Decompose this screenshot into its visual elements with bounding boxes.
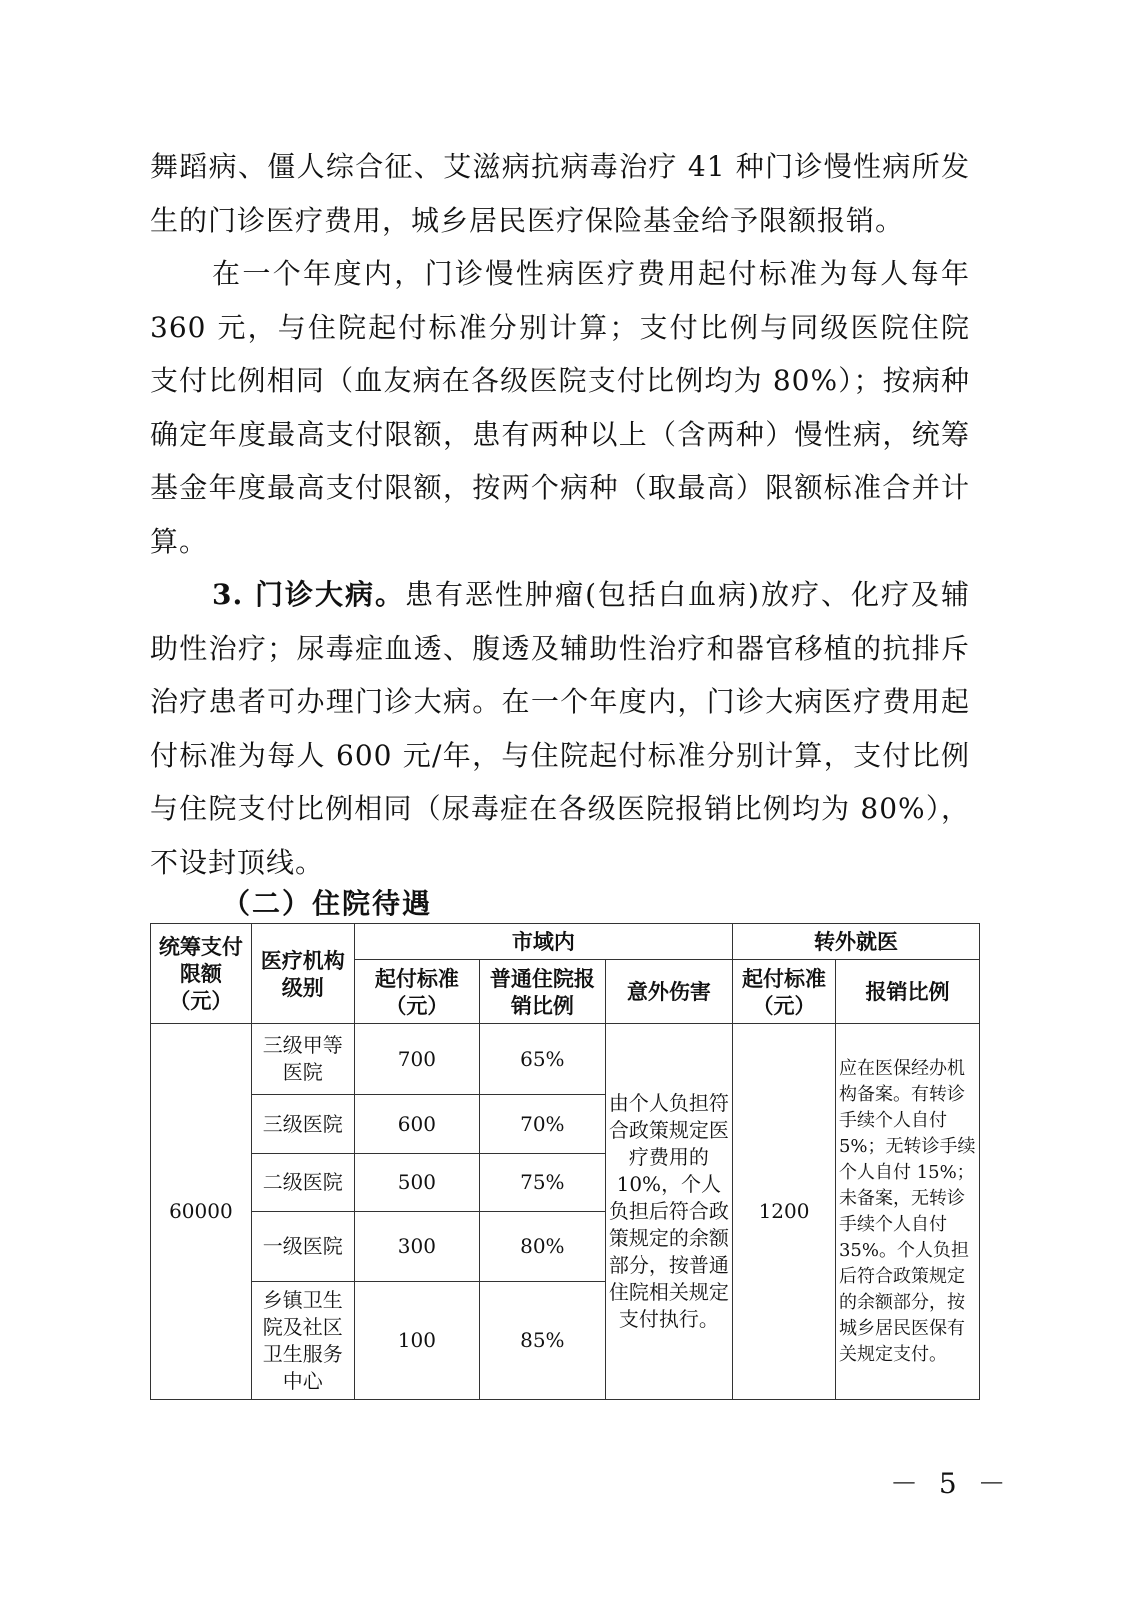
ratio-cell: 80% bbox=[480, 1212, 605, 1282]
ratio-cell: 75% bbox=[480, 1154, 605, 1212]
paragraph-chronic-payment: 在一个年度内，门诊慢性病医疗费用起付标准为每人每年 360 元，与住院起付标准分别计算；支付比例与同级医院住院支付比例相同（血友病在各级医院支付比例均为 80%）；按病种确定年度最高支付限额，患有两种以上（含两种）慢性病，统筹基金年度最高支付限额，按两个病种（取最高）限额标准合并计算。 bbox=[150, 257, 970, 558]
level-cell: 乡镇卫生院及社区卫生服务中心 bbox=[251, 1282, 354, 1400]
header-ratio: 普通住院报销比例 bbox=[480, 960, 605, 1024]
header-accident: 意外伤害 bbox=[605, 960, 733, 1024]
threshold-cell: 100 bbox=[354, 1282, 479, 1400]
paragraph-chronic-list: 舞蹈病、僵人综合征、艾滋病抗病毒治疗 41 种门诊慢性病所发生的门诊医疗费用，城乡居民医疗保险基金给予限额报销。 bbox=[150, 150, 970, 237]
transfer-ratio-cell: 应在医保经办机构备案。有转诊手续个人自付 5%；无转诊手续个人自付 15%；未备案，无转诊手续个人自付 35%。个人负担后符合政策规定的余额部分，按城乡居民医保有关规定支付。 bbox=[835, 1024, 979, 1400]
accident-cell: 由个人负担符合政策规定医疗费用的 10%，个人负担后符合政策规定的余额部分，按普通住院相关规定支付执行。 bbox=[605, 1024, 733, 1400]
threshold-cell: 300 bbox=[354, 1212, 479, 1282]
threshold-cell: 600 bbox=[354, 1095, 479, 1154]
level-cell: 三级甲等医院 bbox=[251, 1024, 354, 1095]
level-cell: 三级医院 bbox=[251, 1095, 354, 1154]
threshold-cell: 700 bbox=[354, 1024, 479, 1095]
paragraph-major-outpatient-body: 患有恶性肿瘤(包括白血病)放疗、化疗及辅助性治疗；尿毒症血透、腹透及辅助性治疗和器官移植的抗排斥治疗患者可办理门诊大病。在一个年度内，门诊大病医疗费用起付标准为每人 600 元/年，与住院起付标准分别计算，支付比例与住院支付比例相同（尿毒症在各级医院报销比例均为 80%），不设封顶线。 bbox=[150, 578, 970, 879]
ratio-cell: 85% bbox=[480, 1282, 605, 1400]
header-level: 医疗机构级别 bbox=[251, 924, 354, 1024]
header-transfer-ratio: 报销比例 bbox=[835, 960, 979, 1024]
header-threshold: 起付标准（元） bbox=[354, 960, 479, 1024]
threshold-cell: 500 bbox=[354, 1154, 479, 1212]
transfer-threshold-cell: 1200 bbox=[733, 1024, 836, 1400]
body-text bbox=[150, 140, 970, 889]
page-number: － 5 － bbox=[890, 1467, 1012, 1500]
level-cell: 二级医院 bbox=[251, 1154, 354, 1212]
header-in-city: 市域内 bbox=[354, 924, 732, 960]
paragraph-heading: 3. 门诊大病。 bbox=[212, 578, 406, 611]
limit-value-cell: 60000 bbox=[151, 1024, 252, 1400]
header-transfer: 转外就医 bbox=[733, 924, 980, 960]
table-row bbox=[151, 1024, 980, 1095]
section-title: （二）住院待遇 bbox=[222, 887, 433, 920]
header-limit: 统筹支付限额（元） bbox=[151, 924, 252, 1024]
paragraph-major-outpatient bbox=[150, 568, 970, 889]
header-transfer-threshold: 起付标准（元） bbox=[733, 960, 836, 1024]
ratio-cell: 65% bbox=[480, 1024, 605, 1095]
ratio-cell: 70% bbox=[480, 1095, 605, 1154]
level-cell: 一级医院 bbox=[251, 1212, 354, 1282]
hospitalization-benefit-table bbox=[150, 923, 980, 1400]
